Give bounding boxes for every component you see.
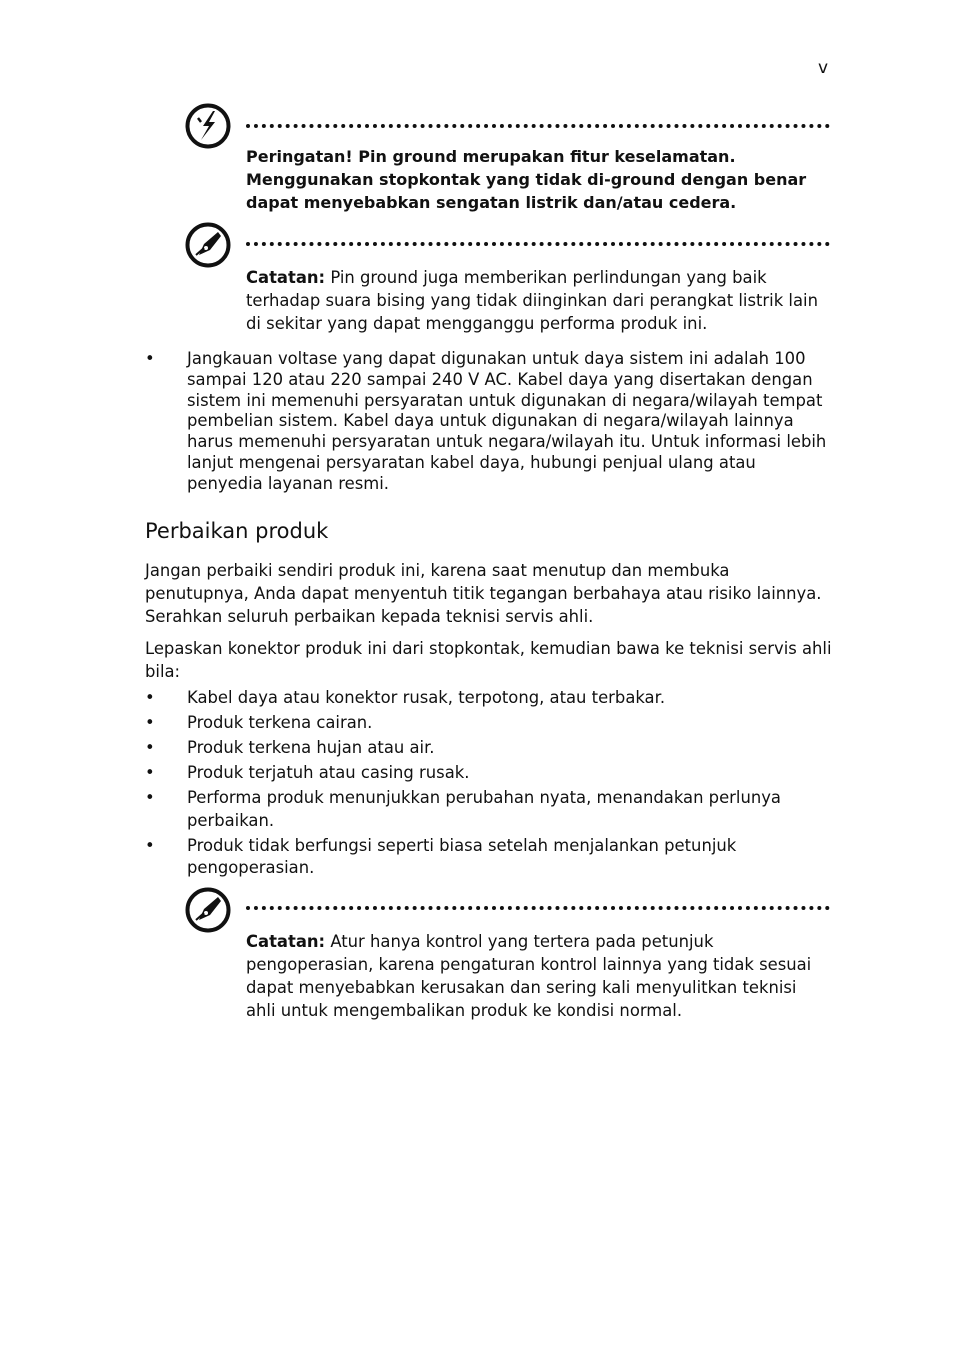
bullet: • xyxy=(145,349,155,368)
bullet: • xyxy=(145,738,155,757)
note-callout xyxy=(184,221,830,336)
paragraph: Lepaskan konektor produk ini dari stopkontak, kemudian bawa ke teknisi servis ahli bila: xyxy=(145,639,832,681)
bullet: • xyxy=(145,763,155,782)
note-text xyxy=(246,930,830,1022)
note-label: Catatan: xyxy=(246,932,326,951)
warning-callout xyxy=(184,102,830,217)
divider xyxy=(246,242,830,246)
divider xyxy=(246,124,830,128)
lightning-warning-icon xyxy=(184,102,232,150)
note-body: Pin ground juga memberikan perlindungan yang baik terhadap suara bising yang tidak diinginkan dari perangkat listrik lain di sekitar yang dapat mengganggu performa produk ini. xyxy=(246,268,818,333)
list-item xyxy=(145,835,835,880)
note-label: Catatan: xyxy=(246,268,326,287)
list-item-text: Performa produk menunjukkan perubahan nyata, menandakan perlunya perbaikan. xyxy=(187,788,781,830)
repair-conditions-list xyxy=(145,687,835,880)
voltage-list xyxy=(145,349,835,495)
note-body: Atur hanya kontrol yang tertera pada petunjuk pengoperasian, karena pengaturan kontrol lainnya yang tidak sesuai dapat menyebabkan kerusakan dan sering kali menyulitkan teknisi ahli untuk mengembalikan produk ke kondisi normal. xyxy=(246,932,812,1020)
list-item xyxy=(145,349,835,495)
list-item-text: Produk terkena cairan. xyxy=(187,713,373,732)
page-number: v xyxy=(818,58,829,78)
bullet: • xyxy=(145,788,155,807)
section-heading: Perbaikan produk xyxy=(145,519,329,543)
bullet: • xyxy=(145,688,155,707)
list-item-text: Jangkauan voltase yang dapat digunakan untuk daya sistem ini adalah 100 sampai 120 atau 220 sampai 240 V AC. Kabel daya yang disertakan dengan sistem ini memenuhi persyaratan untuk digunakan di negara/wilayah tempat pembelian sistem. Kabel daya untuk digunakan di negara/wilayah lainnya harus memenuhi persyaratan untuk negara/wilayah itu. Untuk informasi lebih lanjut mengenai persyaratan kabel daya, hubungi penjual ulang atau penyedia layanan resmi. xyxy=(187,349,827,493)
bullet: • xyxy=(145,713,155,732)
note-text xyxy=(246,266,830,335)
warning-text: Peringatan! Pin ground merupakan fitur keselamatan. Menggunakan stopkontak yang tidak di-ground dengan benar dapat menyebabkan sengatan listrik dan/atau cedera. xyxy=(246,147,807,212)
divider xyxy=(246,906,830,910)
list-item xyxy=(145,712,835,735)
list-item xyxy=(145,737,835,760)
list-item-text: Produk tidak berfungsi seperti biasa setelah menjalankan petunjuk pengoperasian. xyxy=(187,835,737,877)
pen-note-icon xyxy=(184,886,232,934)
list-item-text: Produk terjatuh atau casing rusak. xyxy=(187,763,470,782)
list-item xyxy=(145,787,835,832)
list-item-text: Produk terkena hujan atau air. xyxy=(187,738,435,757)
pen-note-icon xyxy=(184,221,232,269)
list-item xyxy=(145,687,835,710)
bullet: • xyxy=(145,835,155,855)
list-item-text: Kabel daya atau konektor rusak, terpotong, atau terbakar. xyxy=(187,688,666,707)
paragraph: Jangan perbaiki sendiri produk ini, karena saat menutup dan membuka penutupnya, Anda dapat menyentuh titik tegangan berbahaya atau risiko lainnya. Serahkan seluruh perbaikan kepada teknisi servis ahli. xyxy=(145,561,822,626)
note-callout xyxy=(184,886,830,1026)
list-item xyxy=(145,762,835,785)
